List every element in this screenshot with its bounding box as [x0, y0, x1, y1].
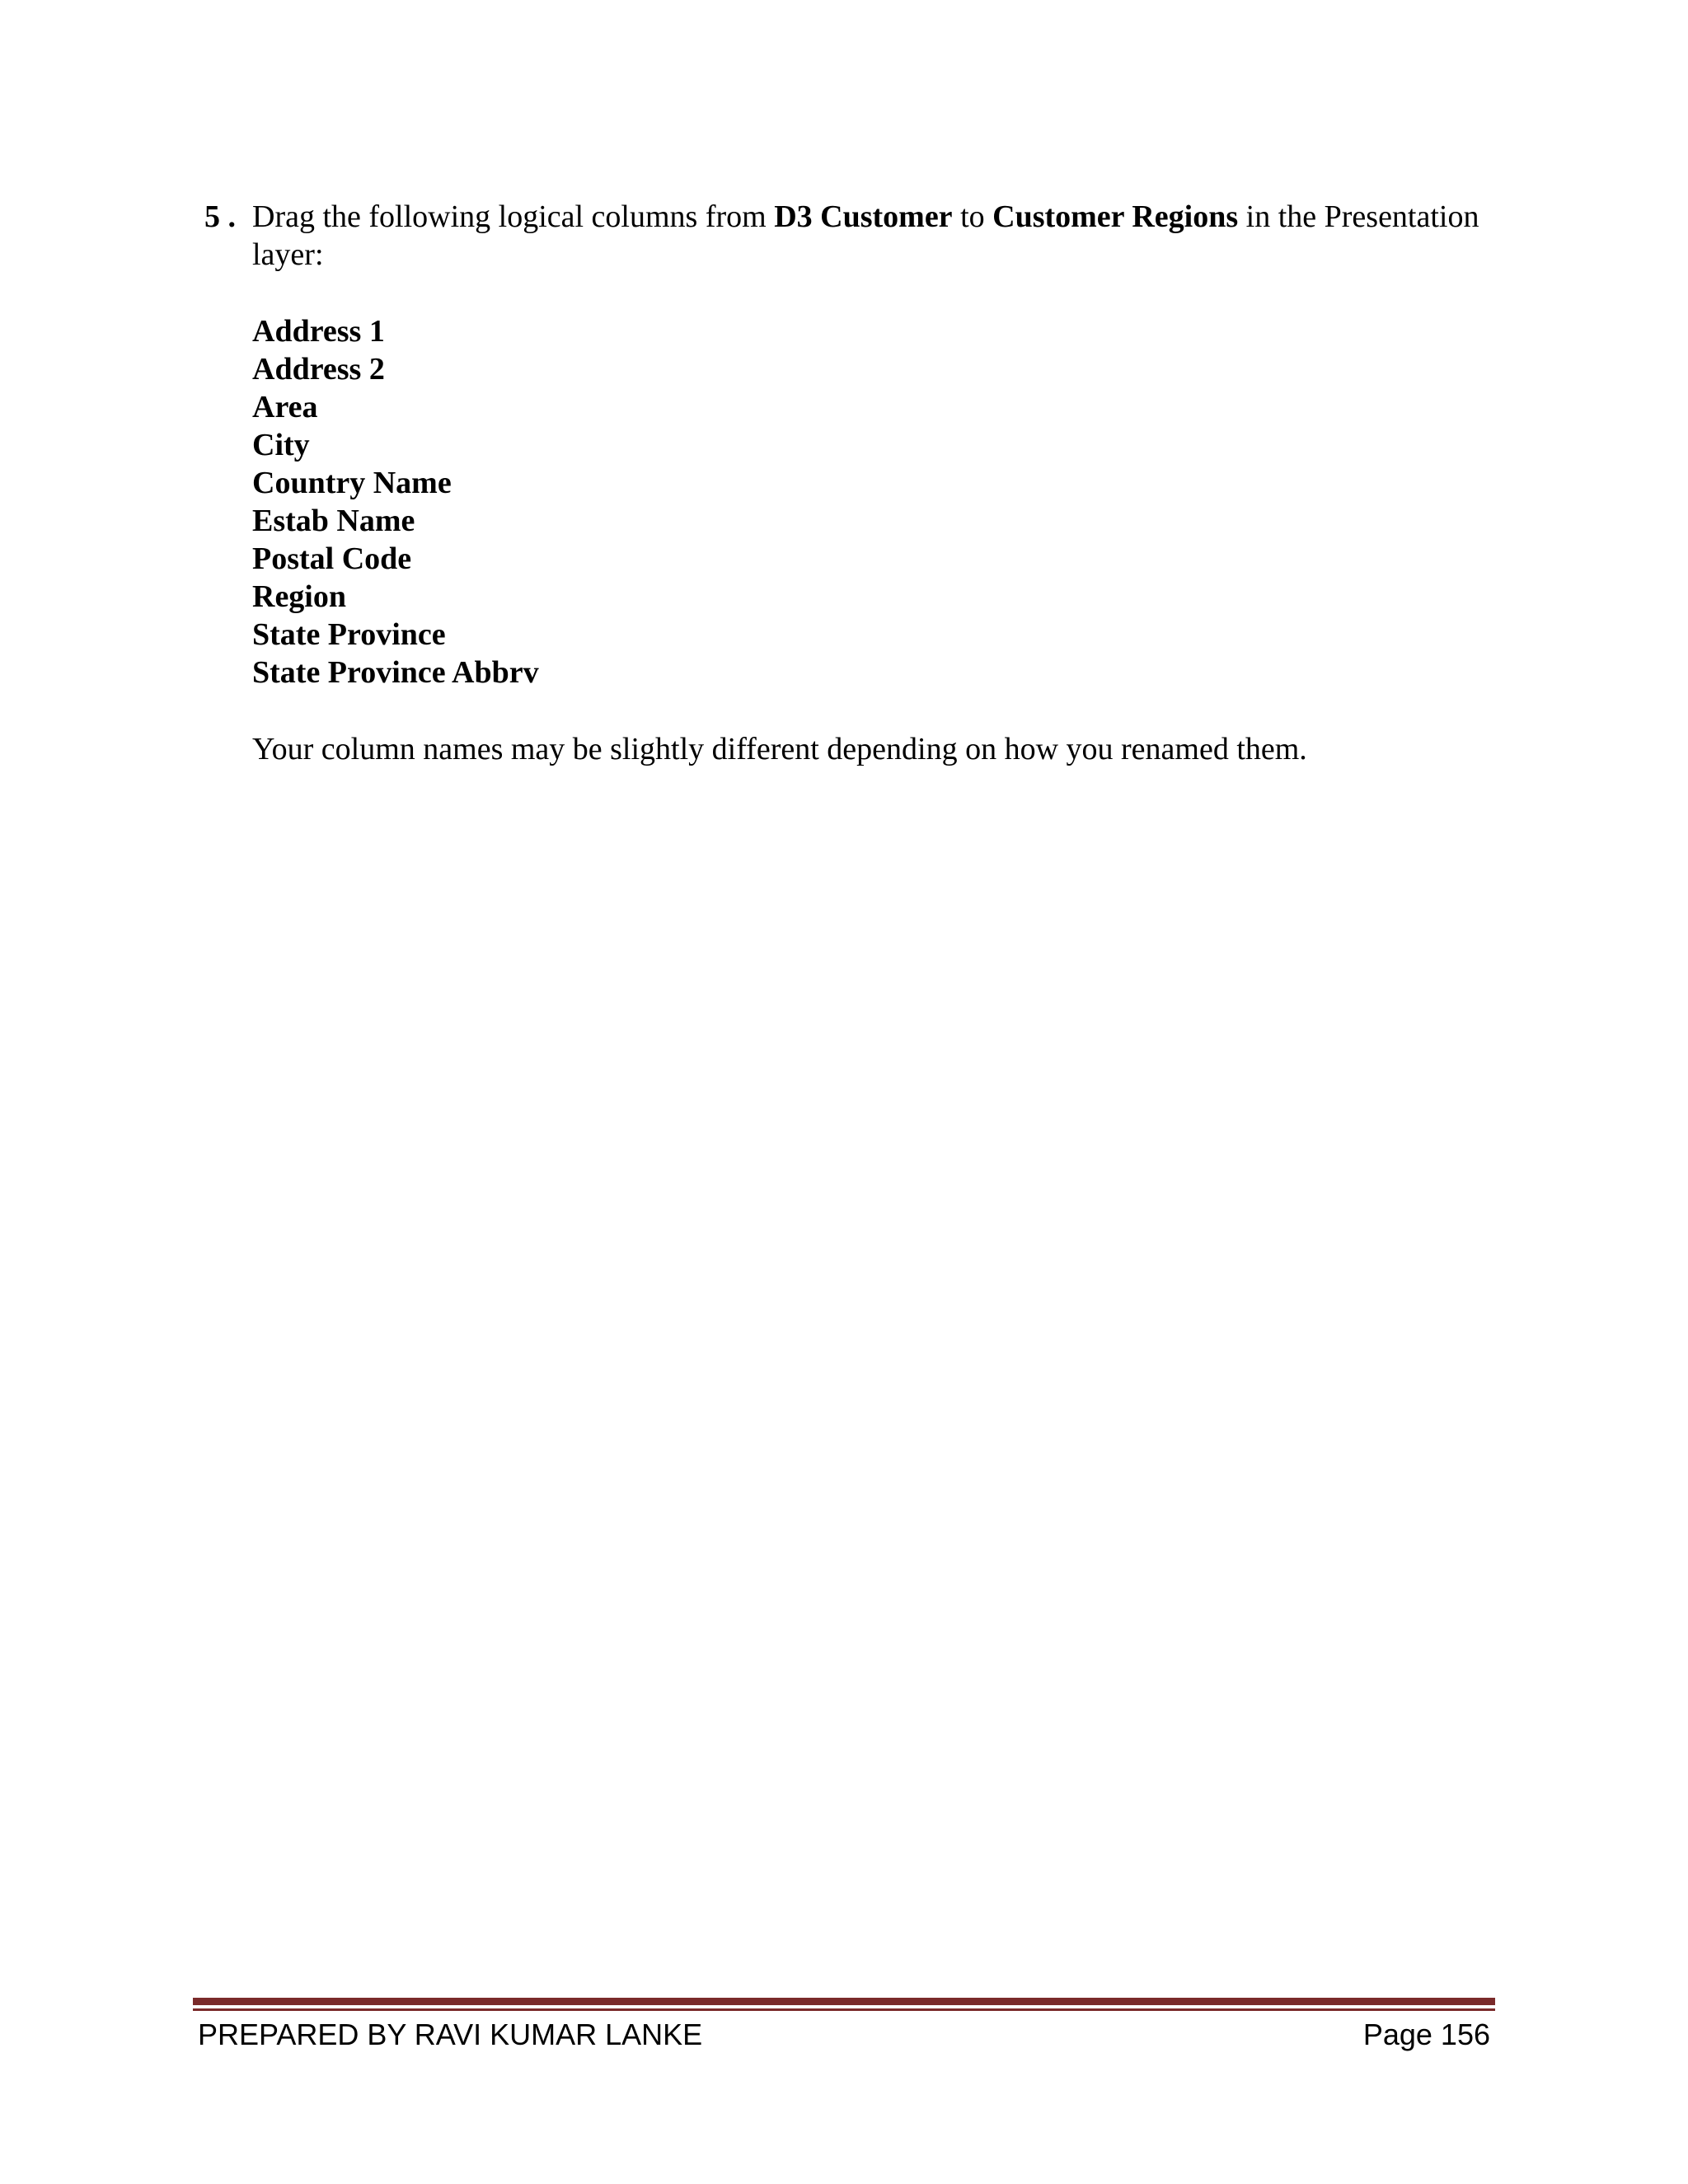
page-number: Page 156 [1362, 2018, 1490, 2051]
step-number: 5 . [204, 199, 236, 234]
list-item: Estab Name [252, 504, 415, 538]
list-item: Address 1 [252, 314, 385, 349]
list-item: Area [252, 390, 318, 424]
instruction-text-2: to [952, 199, 993, 234]
footer-rule-thick [193, 1998, 1495, 2005]
list-item: State Province Abbrv [252, 655, 539, 690]
step-body [252, 198, 1489, 768]
instruction-text-3: in the Presentation layer: [252, 199, 1479, 272]
list-item: City [252, 428, 310, 462]
note-text: Your column names may be slightly different depending on how you renamed them. [252, 732, 1307, 766]
footer-author: PREPARED BY RAVI KUMAR LANKE [198, 2018, 703, 2051]
list-item: Postal Code [252, 541, 412, 576]
target-folder-name: Customer Regions [992, 199, 1239, 234]
step-instruction [252, 198, 1489, 274]
column-list [252, 312, 1489, 691]
instruction-text-1: Drag the following logical columns from [252, 199, 775, 234]
list-item: Country Name [252, 466, 452, 500]
footer-rule-thin [193, 2008, 1495, 2011]
source-table-name: D3 Customer [774, 199, 953, 234]
list-item: Region [252, 579, 346, 614]
list-item: Address 2 [252, 352, 385, 387]
list-item: State Province [252, 617, 446, 652]
